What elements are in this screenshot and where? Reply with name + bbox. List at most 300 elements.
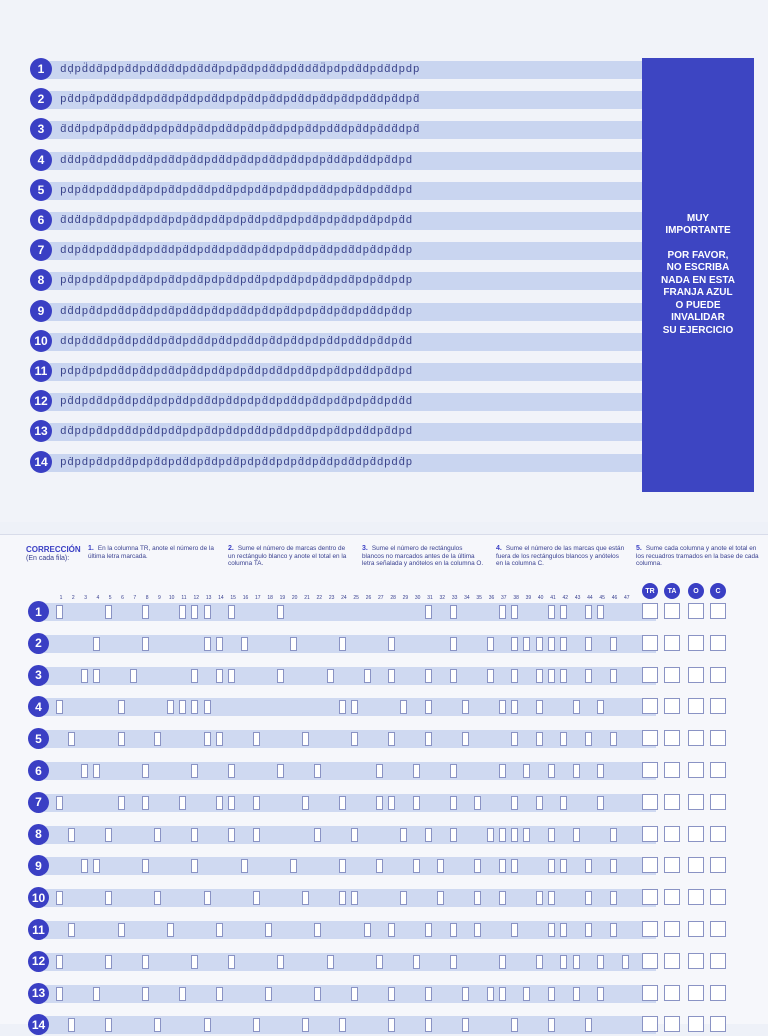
white-rectangle bbox=[253, 891, 260, 905]
column-number: 21 bbox=[304, 595, 310, 601]
column-ta-badge: TA bbox=[664, 583, 680, 599]
column-number: 24 bbox=[341, 595, 347, 601]
white-rectangle bbox=[277, 669, 284, 683]
white-rectangle bbox=[351, 700, 358, 714]
total-box-o[interactable] bbox=[688, 857, 704, 873]
correction-band bbox=[44, 953, 656, 971]
letter-sequence[interactable]: ddpḋdpdḋdpḋdpdḋdpḋdpdḋdpdḋdpḋdpdpḋdpḋdpdḋdpḋdpḋdp bbox=[60, 245, 413, 258]
total-box-tr[interactable] bbox=[642, 603, 658, 619]
total-box-ta[interactable] bbox=[664, 826, 680, 842]
white-rectangle bbox=[376, 859, 383, 873]
white-rectangle bbox=[597, 796, 604, 810]
white-rectangle bbox=[191, 700, 198, 714]
total-box-tr[interactable] bbox=[642, 667, 658, 683]
correction-band bbox=[44, 667, 656, 685]
white-rectangle bbox=[327, 955, 334, 969]
total-box-c[interactable] bbox=[710, 953, 726, 969]
total-box-tr[interactable] bbox=[642, 857, 658, 873]
row-number-badge: 7 bbox=[28, 792, 49, 813]
letter-sequence[interactable]: pḋdpdḋdpḋdpdḋpdpḋdpdḋdpḋdpdpḋdpdḋdpḋdpdḋpdpḋdpdḋd bbox=[60, 396, 413, 409]
white-rectangle bbox=[204, 732, 211, 746]
correction-band bbox=[44, 794, 656, 812]
row-number-badge: 10 bbox=[30, 330, 52, 352]
white-rectangle bbox=[388, 923, 395, 937]
white-rectangle bbox=[450, 955, 457, 969]
column-number: 12 bbox=[193, 595, 200, 601]
letter-sequence[interactable]: pḋdpḋpdḋdpḋdpdḋdpḋdpdḋdpdpḋdpḋdpdḋdpḋdpḋdpdḋdpḋdpḋ bbox=[60, 94, 421, 107]
white-rectangle bbox=[585, 891, 592, 905]
white-rectangle bbox=[610, 828, 617, 842]
white-rectangle bbox=[81, 859, 88, 873]
warning-line: IMPORTANTE bbox=[665, 225, 731, 237]
white-rectangle bbox=[364, 923, 371, 937]
total-box-o[interactable] bbox=[688, 698, 704, 714]
total-box-c[interactable] bbox=[710, 794, 726, 810]
column-number: 36 bbox=[488, 595, 495, 601]
total-box-tr[interactable] bbox=[642, 921, 658, 937]
white-rectangle bbox=[142, 796, 149, 810]
row-number-badge: 6 bbox=[30, 209, 52, 231]
white-rectangle bbox=[253, 828, 260, 842]
white-rectangle bbox=[499, 700, 506, 714]
letter-sequence[interactable]: dḍpd̈dḋpdpḋdpdḋdḋdpdḋdḋpdpḋdpdḋdpdḋdḋd̈pdpdḋdpdḋdpdp bbox=[60, 64, 421, 76]
white-rectangle bbox=[499, 764, 506, 778]
row-number-badge: 12 bbox=[28, 951, 49, 972]
letter-row bbox=[26, 300, 640, 324]
total-box-c[interactable] bbox=[710, 889, 726, 905]
column-number: 2 bbox=[71, 595, 75, 601]
correction-row bbox=[24, 855, 754, 877]
white-rectangle bbox=[400, 828, 407, 842]
column-number: 23 bbox=[328, 595, 335, 601]
white-rectangle bbox=[548, 828, 555, 842]
total-box-o[interactable] bbox=[688, 889, 704, 905]
total-box-c[interactable] bbox=[710, 762, 726, 778]
white-rectangle bbox=[253, 796, 260, 810]
white-rectangle bbox=[425, 605, 432, 619]
row-number-badge: 11 bbox=[30, 360, 52, 382]
white-rectangle bbox=[351, 828, 358, 842]
white-rectangle bbox=[536, 796, 543, 810]
white-rectangle bbox=[425, 732, 432, 746]
column-number: 47 bbox=[624, 595, 630, 601]
row-number-badge: 3 bbox=[30, 118, 52, 140]
total-box-o[interactable] bbox=[688, 953, 704, 969]
letter-sequence[interactable]: pḋpdpdḋpdpdḋpdpḋdpdḋpdpḋdpdḋpdpdḋpdpḋdpdḋpdpḋdpdp bbox=[60, 275, 413, 288]
total-box-tr[interactable] bbox=[642, 889, 658, 905]
total-box-ta[interactable] bbox=[664, 603, 680, 619]
instruction-4: 4. Sume el número de las marcas que están fuera de los rectángulos blancos y anótelos en la columna C. bbox=[496, 545, 625, 568]
column-number: 18 bbox=[267, 595, 273, 601]
white-rectangle bbox=[327, 669, 334, 683]
white-rectangle bbox=[560, 669, 567, 683]
white-rectangle bbox=[228, 828, 235, 842]
total-box-c[interactable] bbox=[710, 985, 726, 1001]
correction-row bbox=[24, 919, 754, 941]
column-tr-badge: TR bbox=[642, 583, 658, 599]
white-rectangle bbox=[548, 1018, 555, 1032]
row-number-badge: 14 bbox=[28, 1014, 49, 1035]
column-number: 5 bbox=[108, 595, 112, 601]
total-box-ta[interactable] bbox=[664, 635, 680, 651]
correction-sheet bbox=[0, 534, 768, 1032]
white-rectangle bbox=[585, 1018, 592, 1032]
white-rectangle bbox=[425, 1018, 432, 1032]
total-box-ta[interactable] bbox=[664, 1016, 680, 1032]
letter-sequence[interactable]: pdpḋdpdḋdpdḋpdpḋdpdḋdpdḋpdpdḋpdpḋdpdḋdpdpḋdpdḋdpd bbox=[60, 184, 413, 197]
column-number: 43 bbox=[574, 595, 581, 601]
letter-band bbox=[44, 393, 664, 411]
column-c-badge: C bbox=[710, 583, 726, 599]
white-rectangle bbox=[536, 891, 543, 905]
white-rectangle bbox=[228, 605, 235, 619]
white-rectangle bbox=[68, 923, 75, 937]
column-number: 38 bbox=[513, 595, 519, 601]
total-box-ta[interactable] bbox=[664, 985, 680, 1001]
correction-row bbox=[24, 696, 754, 718]
total-box-tr[interactable] bbox=[642, 730, 658, 746]
white-rectangle bbox=[339, 796, 346, 810]
white-rectangle bbox=[105, 955, 112, 969]
white-rectangle bbox=[105, 828, 112, 842]
row-number-badge: 13 bbox=[28, 983, 49, 1004]
white-rectangle bbox=[142, 955, 149, 969]
letter-sequence[interactable]: pdpḋpdpdḋdpḋdpdḋdpḋdpdḋpdpḋdpdḋdpdḋpdpḋdpdḋdpḋdpd bbox=[60, 366, 413, 378]
warning-line: SU EJERCICIO bbox=[662, 324, 734, 336]
white-rectangle bbox=[450, 923, 457, 937]
total-box-o[interactable] bbox=[688, 1016, 704, 1032]
column-number: 19 bbox=[279, 595, 286, 601]
row-number-badge: 14 bbox=[30, 451, 52, 473]
white-rectangle bbox=[154, 1018, 161, 1032]
white-rectangle bbox=[462, 700, 469, 714]
total-box-ta[interactable] bbox=[664, 953, 680, 969]
white-rectangle bbox=[228, 955, 235, 969]
white-rectangle bbox=[167, 923, 174, 937]
total-box-ta[interactable] bbox=[664, 667, 680, 683]
column-number: 11 bbox=[181, 595, 187, 601]
white-rectangle bbox=[81, 764, 88, 778]
correction-band bbox=[44, 698, 656, 716]
white-rectangle bbox=[56, 796, 63, 810]
white-rectangle bbox=[597, 605, 604, 619]
white-rectangle bbox=[204, 700, 211, 714]
white-rectangle bbox=[216, 923, 223, 937]
white-rectangle bbox=[450, 605, 457, 619]
column-number: 34 bbox=[464, 595, 470, 601]
row-number-badge: 11 bbox=[28, 919, 49, 940]
white-rectangle bbox=[191, 669, 198, 683]
white-rectangle bbox=[413, 764, 420, 778]
white-rectangle bbox=[548, 764, 555, 778]
white-rectangle bbox=[413, 859, 420, 873]
column-number: 8 bbox=[145, 595, 149, 601]
total-box-tr[interactable] bbox=[642, 826, 658, 842]
white-rectangle bbox=[523, 764, 530, 778]
warning-line: INVALIDAR bbox=[671, 312, 725, 324]
correction-band bbox=[44, 1016, 656, 1034]
white-rectangle bbox=[302, 891, 309, 905]
white-rectangle bbox=[388, 1018, 395, 1032]
correction-band bbox=[44, 603, 656, 621]
correction-band bbox=[44, 889, 656, 907]
correction-band bbox=[44, 985, 656, 1003]
white-rectangle bbox=[376, 764, 383, 778]
white-rectangle bbox=[462, 1018, 469, 1032]
white-rectangle bbox=[191, 828, 198, 842]
total-box-o[interactable] bbox=[688, 635, 704, 651]
white-rectangle bbox=[523, 828, 530, 842]
white-rectangle bbox=[474, 923, 481, 937]
row-number-badge: 13 bbox=[30, 420, 52, 442]
warning-line: NO ESCRIBA bbox=[666, 262, 730, 274]
white-rectangle bbox=[68, 1018, 75, 1032]
warning-line: NADA EN ESTA bbox=[661, 274, 735, 286]
correction-band bbox=[44, 826, 656, 844]
column-number: 13 bbox=[205, 595, 212, 601]
white-rectangle bbox=[388, 637, 395, 651]
total-box-c[interactable] bbox=[710, 730, 726, 746]
total-box-c[interactable] bbox=[710, 635, 726, 651]
column-number: 29 bbox=[402, 595, 409, 601]
white-rectangle bbox=[191, 859, 198, 873]
white-rectangle bbox=[216, 987, 223, 1001]
white-rectangle bbox=[536, 955, 543, 969]
column-number: 39 bbox=[525, 595, 532, 601]
white-rectangle bbox=[179, 700, 186, 714]
total-box-tr[interactable] bbox=[642, 953, 658, 969]
white-rectangle bbox=[560, 605, 567, 619]
row-number-badge: 4 bbox=[28, 696, 49, 717]
column-number: 26 bbox=[365, 595, 372, 601]
white-rectangle bbox=[351, 891, 358, 905]
white-rectangle bbox=[437, 859, 444, 873]
white-rectangle bbox=[339, 891, 346, 905]
total-box-o[interactable] bbox=[688, 826, 704, 842]
white-rectangle bbox=[277, 605, 284, 619]
white-rectangle bbox=[585, 637, 592, 651]
row-number-badge: 3 bbox=[28, 665, 49, 686]
white-rectangle bbox=[511, 732, 518, 746]
letter-sequence[interactable]: ḋdḋdpḋdpdpḋdpdḋpdpḋdpdḋpdpḋdpdḋpdpdḋpdpḋdpdḋpdpḋd bbox=[60, 215, 413, 227]
row-number-badge: 1 bbox=[28, 601, 49, 622]
warning-line: POR FAVOR, bbox=[667, 249, 729, 261]
white-rectangle bbox=[56, 987, 63, 1001]
row-number-badge: 9 bbox=[30, 300, 52, 322]
column-number: 14 bbox=[218, 595, 224, 601]
column-number: 40 bbox=[537, 595, 544, 601]
white-rectangle bbox=[93, 637, 100, 651]
white-rectangle bbox=[118, 700, 125, 714]
row-number-badge: 8 bbox=[30, 269, 52, 291]
column-number: 16 bbox=[242, 595, 249, 601]
instruction-2: 2. Sume el número de marcas dentro de un rectángulo blanco y anote el total en la columna TA. bbox=[228, 545, 347, 568]
column-number: 45 bbox=[599, 595, 605, 601]
white-rectangle bbox=[105, 1018, 112, 1032]
total-box-ta[interactable] bbox=[664, 762, 680, 778]
total-box-ta[interactable] bbox=[664, 794, 680, 810]
correction-band bbox=[44, 635, 656, 653]
white-rectangle bbox=[560, 923, 567, 937]
total-box-ta[interactable] bbox=[664, 857, 680, 873]
white-rectangle bbox=[597, 955, 604, 969]
white-rectangle bbox=[610, 637, 617, 651]
letter-sequence[interactable]: dḋpdpḋdpdḋdpḋdpdḋpdpḋdpḋdpdḋdpḋdpdḋpdpḋdpdḋdpḋdpd bbox=[60, 426, 413, 439]
white-rectangle bbox=[499, 955, 506, 969]
total-box-o[interactable] bbox=[688, 603, 704, 619]
total-box-ta[interactable] bbox=[664, 698, 680, 714]
total-box-tr[interactable] bbox=[642, 762, 658, 778]
row-number-badge: 10 bbox=[28, 887, 49, 908]
letter-band bbox=[44, 423, 664, 441]
column-number: 28 bbox=[390, 595, 396, 601]
white-rectangle bbox=[610, 669, 617, 683]
row-number-badge: 5 bbox=[28, 728, 49, 749]
white-rectangle bbox=[302, 732, 309, 746]
row-number-badge: 7 bbox=[30, 239, 52, 261]
white-rectangle bbox=[560, 859, 567, 873]
row-number-badge: 4 bbox=[30, 149, 52, 171]
white-rectangle bbox=[142, 605, 149, 619]
total-box-tr[interactable] bbox=[642, 985, 658, 1001]
white-rectangle bbox=[364, 669, 371, 683]
correction-row bbox=[24, 824, 754, 846]
row-number-badge: 8 bbox=[28, 824, 49, 845]
letter-sequence[interactable]: ḋdḋpdpḋpḋdpḋdpdpḋdpḋdpdḋdpḋdpḋdpdpḋdpdḋdpḋdpḋdḋdpḋ bbox=[60, 124, 421, 137]
white-rectangle bbox=[191, 605, 198, 619]
white-rectangle bbox=[573, 700, 580, 714]
white-rectangle bbox=[93, 669, 100, 683]
white-rectangle bbox=[511, 637, 518, 651]
white-rectangle bbox=[511, 796, 518, 810]
total-box-c[interactable] bbox=[710, 857, 726, 873]
white-rectangle bbox=[585, 923, 592, 937]
total-box-ta[interactable] bbox=[664, 730, 680, 746]
total-box-tr[interactable] bbox=[642, 698, 658, 714]
white-rectangle bbox=[610, 923, 617, 937]
total-box-ta[interactable] bbox=[664, 921, 680, 937]
total-box-c[interactable] bbox=[710, 698, 726, 714]
white-rectangle bbox=[548, 669, 555, 683]
column-number: 27 bbox=[378, 595, 384, 601]
white-rectangle bbox=[548, 891, 555, 905]
column-number: 4 bbox=[96, 595, 100, 601]
total-box-c[interactable] bbox=[710, 826, 726, 842]
blue-warning-strip bbox=[642, 58, 754, 492]
white-rectangle bbox=[154, 828, 161, 842]
warning-line: MUY bbox=[686, 212, 710, 224]
white-rectangle bbox=[400, 700, 407, 714]
total-box-o[interactable] bbox=[688, 921, 704, 937]
letter-band bbox=[44, 212, 664, 230]
column-number: 31 bbox=[427, 595, 433, 601]
white-rectangle bbox=[450, 796, 457, 810]
total-box-o[interactable] bbox=[688, 985, 704, 1001]
letter-band bbox=[44, 333, 664, 351]
white-rectangle bbox=[462, 987, 469, 1001]
white-rectangle bbox=[585, 732, 592, 746]
correction-row bbox=[24, 601, 754, 623]
white-rectangle bbox=[179, 796, 186, 810]
white-rectangle bbox=[573, 987, 580, 1001]
white-rectangle bbox=[191, 764, 198, 778]
letter-row bbox=[26, 269, 640, 293]
white-rectangle bbox=[511, 1018, 518, 1032]
white-rectangle bbox=[216, 637, 223, 651]
white-rectangle bbox=[339, 700, 346, 714]
white-rectangle bbox=[216, 669, 223, 683]
white-rectangle bbox=[154, 732, 161, 746]
letter-sequence[interactable]: pḋpdpḋdpdḋpdpḋdpdḋdpḋdpdḋpdpḋdpdpḋdpḋdpdḋdpḋdpdḋp bbox=[60, 456, 413, 469]
white-rectangle bbox=[573, 764, 580, 778]
white-rectangle bbox=[511, 605, 518, 619]
white-rectangle bbox=[68, 732, 75, 746]
total-box-c[interactable] bbox=[710, 603, 726, 619]
total-box-ta[interactable] bbox=[664, 889, 680, 905]
letter-row bbox=[26, 118, 640, 142]
white-rectangle bbox=[204, 1018, 211, 1032]
white-rectangle bbox=[179, 987, 186, 1001]
letter-row bbox=[26, 239, 640, 263]
white-rectangle bbox=[474, 891, 481, 905]
column-number: 6 bbox=[121, 595, 124, 601]
total-box-c[interactable] bbox=[710, 1016, 726, 1032]
total-box-o[interactable] bbox=[688, 794, 704, 810]
column-number: 33 bbox=[451, 595, 458, 601]
white-rectangle bbox=[597, 700, 604, 714]
column-number: 25 bbox=[353, 595, 359, 601]
total-box-tr[interactable] bbox=[642, 1016, 658, 1032]
letter-band bbox=[44, 152, 664, 170]
total-box-o[interactable] bbox=[688, 730, 704, 746]
white-rectangle bbox=[142, 859, 149, 873]
correction-band bbox=[44, 857, 656, 875]
total-box-tr[interactable] bbox=[642, 635, 658, 651]
total-box-o[interactable] bbox=[688, 762, 704, 778]
white-rectangle bbox=[499, 605, 506, 619]
column-number: 46 bbox=[611, 595, 618, 601]
white-rectangle bbox=[487, 987, 494, 1001]
letter-sequence[interactable]: ddpḋdḋdpḋdpdḋdpḋdpdḋdpḋdpdḋdpḋdpḋdpdpḋdpdḋdpḋdpḋd bbox=[60, 335, 413, 348]
correction-row bbox=[24, 633, 754, 655]
row-number-badge: 1 bbox=[30, 58, 52, 80]
white-rectangle bbox=[56, 891, 63, 905]
white-rectangle bbox=[511, 700, 518, 714]
letter-sequence[interactable]: dḋdpḋdpdḋdpdḋpdḋdpḋdpdḋdpḋdpdḋdpḋdpdpḋdḋpdḋdpḋdpd bbox=[60, 154, 413, 167]
letter-band bbox=[44, 121, 664, 139]
row-number-badge: 12 bbox=[30, 390, 52, 412]
correction-row bbox=[24, 951, 754, 973]
white-rectangle bbox=[376, 955, 383, 969]
total-box-c[interactable] bbox=[710, 667, 726, 683]
letter-sequence[interactable]: dḋdpḋdpdḋdpḋdpdḋpdḋdpḋdpdḋdpḋdpḋdpdpḋdpḋdpdḋdpḋdp bbox=[60, 305, 413, 318]
white-rectangle bbox=[241, 859, 248, 873]
white-rectangle bbox=[474, 796, 481, 810]
white-rectangle bbox=[560, 796, 567, 810]
total-box-c[interactable] bbox=[710, 921, 726, 937]
total-box-tr[interactable] bbox=[642, 794, 658, 810]
white-rectangle bbox=[204, 605, 211, 619]
column-number: 22 bbox=[316, 595, 323, 601]
white-rectangle bbox=[290, 859, 297, 873]
row-number-badge: 2 bbox=[28, 633, 49, 654]
white-rectangle bbox=[462, 732, 469, 746]
letter-band bbox=[44, 61, 664, 79]
white-rectangle bbox=[560, 637, 567, 651]
white-rectangle bbox=[167, 700, 174, 714]
white-rectangle bbox=[241, 637, 248, 651]
total-box-o[interactable] bbox=[688, 667, 704, 683]
